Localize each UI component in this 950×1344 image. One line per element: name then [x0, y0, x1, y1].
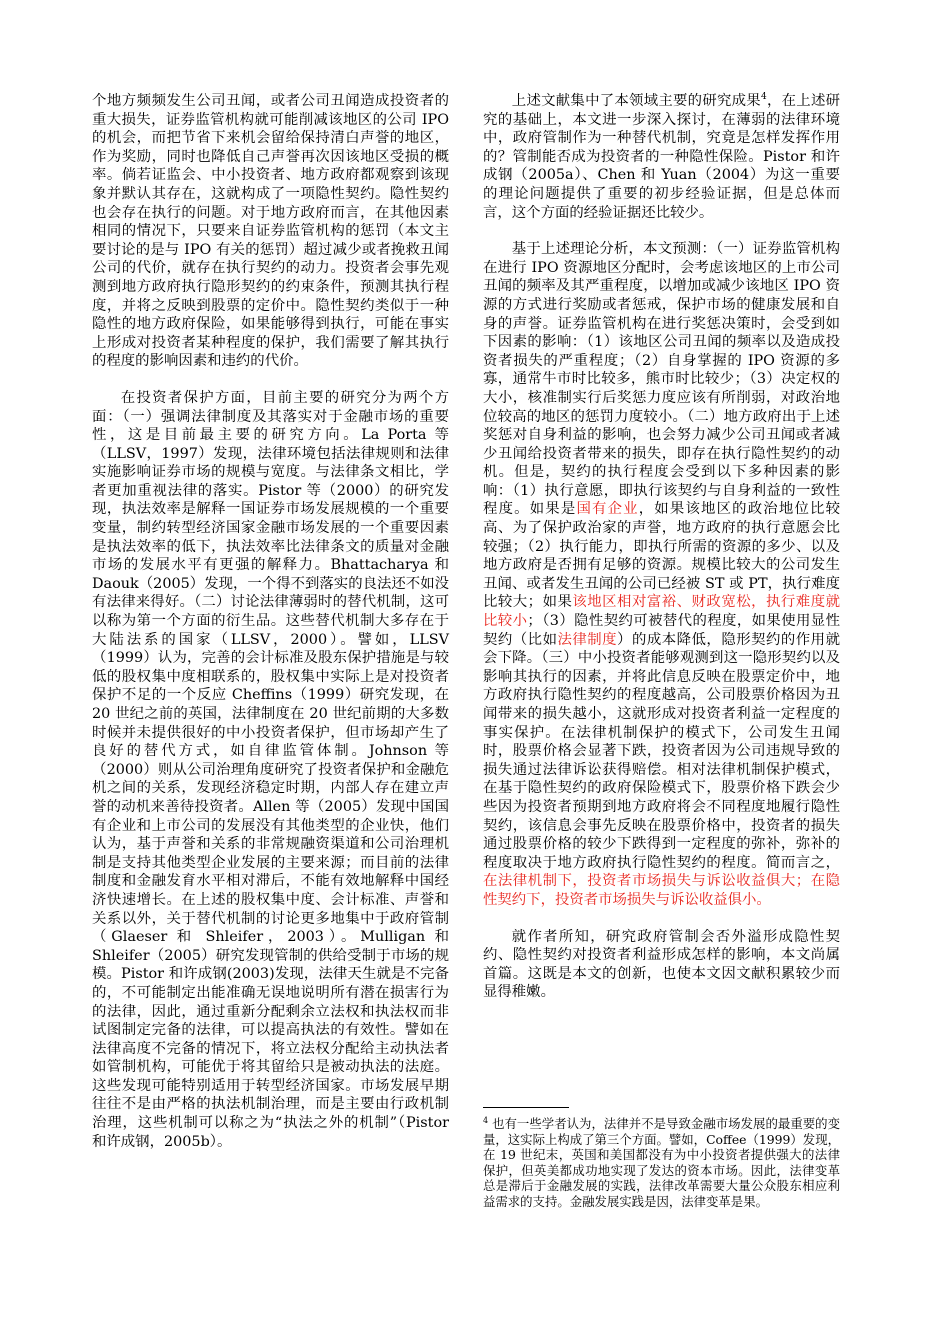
left-column: [92, 92, 449, 1151]
footnote-reference: 4: [760, 92, 767, 103]
right-p1-text-a: 上述文献集中了本领域主要的研究成果: [511, 93, 761, 109]
footnote-divider: [483, 1107, 569, 1108]
highlight-rich-region: 该地区相对富裕、财政宽松，执行难度就比较小: [483, 594, 840, 630]
footnote-text: 也有一些学者认为，法律并不是导致金融市场发展的最重要的变量，这实际上构成了第三个方面。譬如，Coffee（1999）发现，在 19 世纪末，英国和美国都没有为中小投资者提供强大的法律保护，但英美都成功地实现了发达的资本市场。因此，法律变革总是滞后于金融发展的实践，法律改革需要大量公众股东相应利益需求的支持。金融发展实践是因，法律变革是果。: [483, 1116, 840, 1209]
right-paragraph-3: 就作者所知，研究政府管制会否外溢形成隐性契约、隐性契约对投资者利益形成怎样的影响，本文尚属首篇。这既是本文的创新，也使本文因文献积累较少而显得稚嫩。: [483, 928, 840, 1001]
right-paragraph-1: [483, 92, 840, 222]
right-p1-text-b: ，在上述研究的基础上，本文进一步深入探讨，在薄弱的法律环境中，政府管制作为一种替代机制，究竟是怎样发挥作用的？管制能否成为投资者的一种隐性保险。Pistor 和许成钢（2005a）、Chen 和 Yuan（2004）为这一重要的理论问题提供了重要的初步经验证据，但是总体而言，这个方面的经验证据还比较少。: [483, 93, 840, 221]
right-p2-text-d: ）的成本降低，隐形契约的作用就会下降。（三）中小投资者能够观测到这一隐形契约以及影响其执行的因素，并将此信息反映在股票定价中，地方政府执行隐性契约的程度越高，公司股票价格因为丑闻带来的损失越小，这就形成对投资者利益一定程度的事实保护。在法律机制保护的模式下，公司发生丑闻时，股票价格会显著下跌，投资者因为公司违规导致的损失通过法律诉讼获得赔偿。相对法律机制保护模式，在基于隐性契约的政府保险模式下，股票价格下跌会少些因为投资者预期到地方政府将会不同程度地履行隐性契约，该信息会事先反映在股票价格中，投资者的损失通过股票价格的较少下跌得到一定程度的弥补，弥补的程度取决于地方政府执行隐性契约的程度。简而言之，: [483, 631, 840, 871]
highlight-legal-system: 法律制度: [557, 631, 618, 648]
right-paragraph-2: [483, 240, 840, 909]
highlight-conclusion: 在法律机制下，投资者市场损失与诉讼收益俱大；在隐性契约下，投资者市场损失与诉讼收益俱小。: [483, 873, 840, 908]
right-column: [483, 92, 840, 1002]
left-paragraph-2: 在投资者保护方面，目前主要的研究分为两个方面：（一）强调法律制度及其落实对于金融市场的重要性，这是目前最主要的研究方向。La Porta 等（LLSV，1997）发现，法律环境包括法律规则和法律实施影响证券市场的规模与宽度。与法律条文相比，学者更加重视法律的落实。Pistor 等（2000）的研究发现，执法效率是解释一国证券市场发展规模的一个重要变量，制约转型经济国家金融市场发展的一个重要因素是执法效率的低下，执法效率比法律条文的质量对金融市场的发展水平有更强的解释力。Bhattacharya 和 Daouk（2005）发现，一个得不到落实的良法还不如没有法律来得好。（二）讨论法律薄弱时的替代机制，这可以称为第一个方面的衍生品。这些替代机制大多存在于大陆法系的国家（LLSV，2000）。譬如，LLSV（1999）认为，完善的会计标准及股东保护措施是与较低的股权集中度相联系的，股权集中实际上是对投资者保护不足的一个反应 Cheffins（1999）研究发现，在 20 世纪之前的英国，法律制度在 20 世纪前期的大多数时候并未提供很好的中小投资者保护，但市场却产生了良好的替代方式，如自律监管体制。Johnson 等（2000）则从公司治理角度研究了投资者保护和金融危机之间的关系，发现经济稳定时期，内部人存在建立声誉的动机来善待投资者。Allen 等（2005）发现中国国有企业和上市公司的发展没有其他类型的企业快，他们认为，基于声誉和关系的非常规融资渠道和公司治理机制是支持其他类型企业发展的主要来源；而目前的法律制度和金融发育水平相对滞后，不能有效地解释中国经济快速增长。在上述的股权集中度、会计标准、声誉和关系以外，关于替代机制的讨论更多地集中于政府管制（Glaeser 和 Shleifer，2003）。Mulligan 和 Shleifer（2005）研究发现管制的供给受制于市场的规模。Pistor 和许成钢(2003)发现，法律天生就是不完备的，不可能制定出能准确无误地说明所有潜在损害行为的法律，因此，通过重新分配剩余立法权和执法权而非试图制定完备的法律，可以提高执法的有效性。譬如在法律高度不完备的情况下，将立法权分配给主动执法者如管制机构，可能优于将其留给只是被动执法的法庭。这些发现可能特别适用于转型经济国家。市场发展早期往往不是由严格的执法机制治理，而是主要由行政机制治理，这些机制可以称之为“执法之外的机制”（Pistor 和许成钢，2005b）。: [92, 389, 449, 1150]
left-paragraph-1: 个地方频频发生公司丑闻，或者公司丑闻造成投资者的重大损失，证券监管机构就可能削减该地区的公司 IPO 的机会，而把节省下来机会留给保持清白声誉的地区，作为奖励，同时也降低自己声誉再次因该地区受损的概率。倘若证监会、中小投资者、地方政府都观察到该现象并默认其存在，这就构成了一项隐性契约。隐性契约也会存在执行的问题。对于地方政府而言，在其他因素相同的情况下，只要来自证券监管机构的惩罚（本文主要讨论的是与 IPO 有关的惩罚）超过减少或者挽救丑闻公司的代价，就存在执行契约的动力。投资者会事先观测到地方政府执行隐形契约的约束条件，预测其执行程度，并将之反映到股票的定价中。隐性契约类似于一种隐性的地方政府保险，如果能够得到执行，可能在事实上形成对投资者某种程度的保护，我们需要了解其执行的程度的影响因素和违约的代价。: [92, 93, 449, 370]
right-p2-text-c: ；（3）隐性契约可被替代的程度，如果使用显性契约（比如: [483, 613, 840, 648]
footnote: [483, 1116, 840, 1210]
highlight-state-owned: 国有企业: [576, 501, 639, 518]
footnote-marker: 4: [483, 1115, 489, 1125]
right-p2-text-a: 基于上述理论分析，本文预测：（一）证券监管机构在进行 IPO 资源地区分配时，会考虑该地区的上市公司丑闻的频率及其严重程度，以增加或减少该地区 IPO 资源的方式进行奖励或者惩戒，保护市场的健康发展和自身的声誉。证券监管机构在进行奖惩决策时，会受到如下因素的影响：（1）该地区公司丑闻的频率以及造成投资者损失的严重程度；（2）自身掌握的 IPO 资源的多寡，通常牛市时比较多，熊市时比较少；（3）决定权的大小，核准制实行后奖惩力度应该有所削弱，对政治地位较高的地区的惩罚力度较小。（二）地方政府出于上述奖惩对自身利益的影响，也会努力减少公司丑闻或者减少丑闻给投资者带来的损失，即存在执行隐性契约的动机。但是，契约的执行程度会受到以下多种因素的影响：（1）执行意愿，即执行该契约与自身利益的一致性程度。如果是: [483, 241, 840, 518]
right-p2-text-b: ，如果该地区的政治地位比较高、为了保护政治家的声誉，地方政府的执行意愿会比较强；（2）执行能力，即执行所需的资源的多少、以及地方政府是否拥有足够的资源。规模比较大的公司发生丑闻、或者发生丑闻的公司已经被 ST 或 PT，执行难度比较大；如果: [483, 501, 840, 611]
